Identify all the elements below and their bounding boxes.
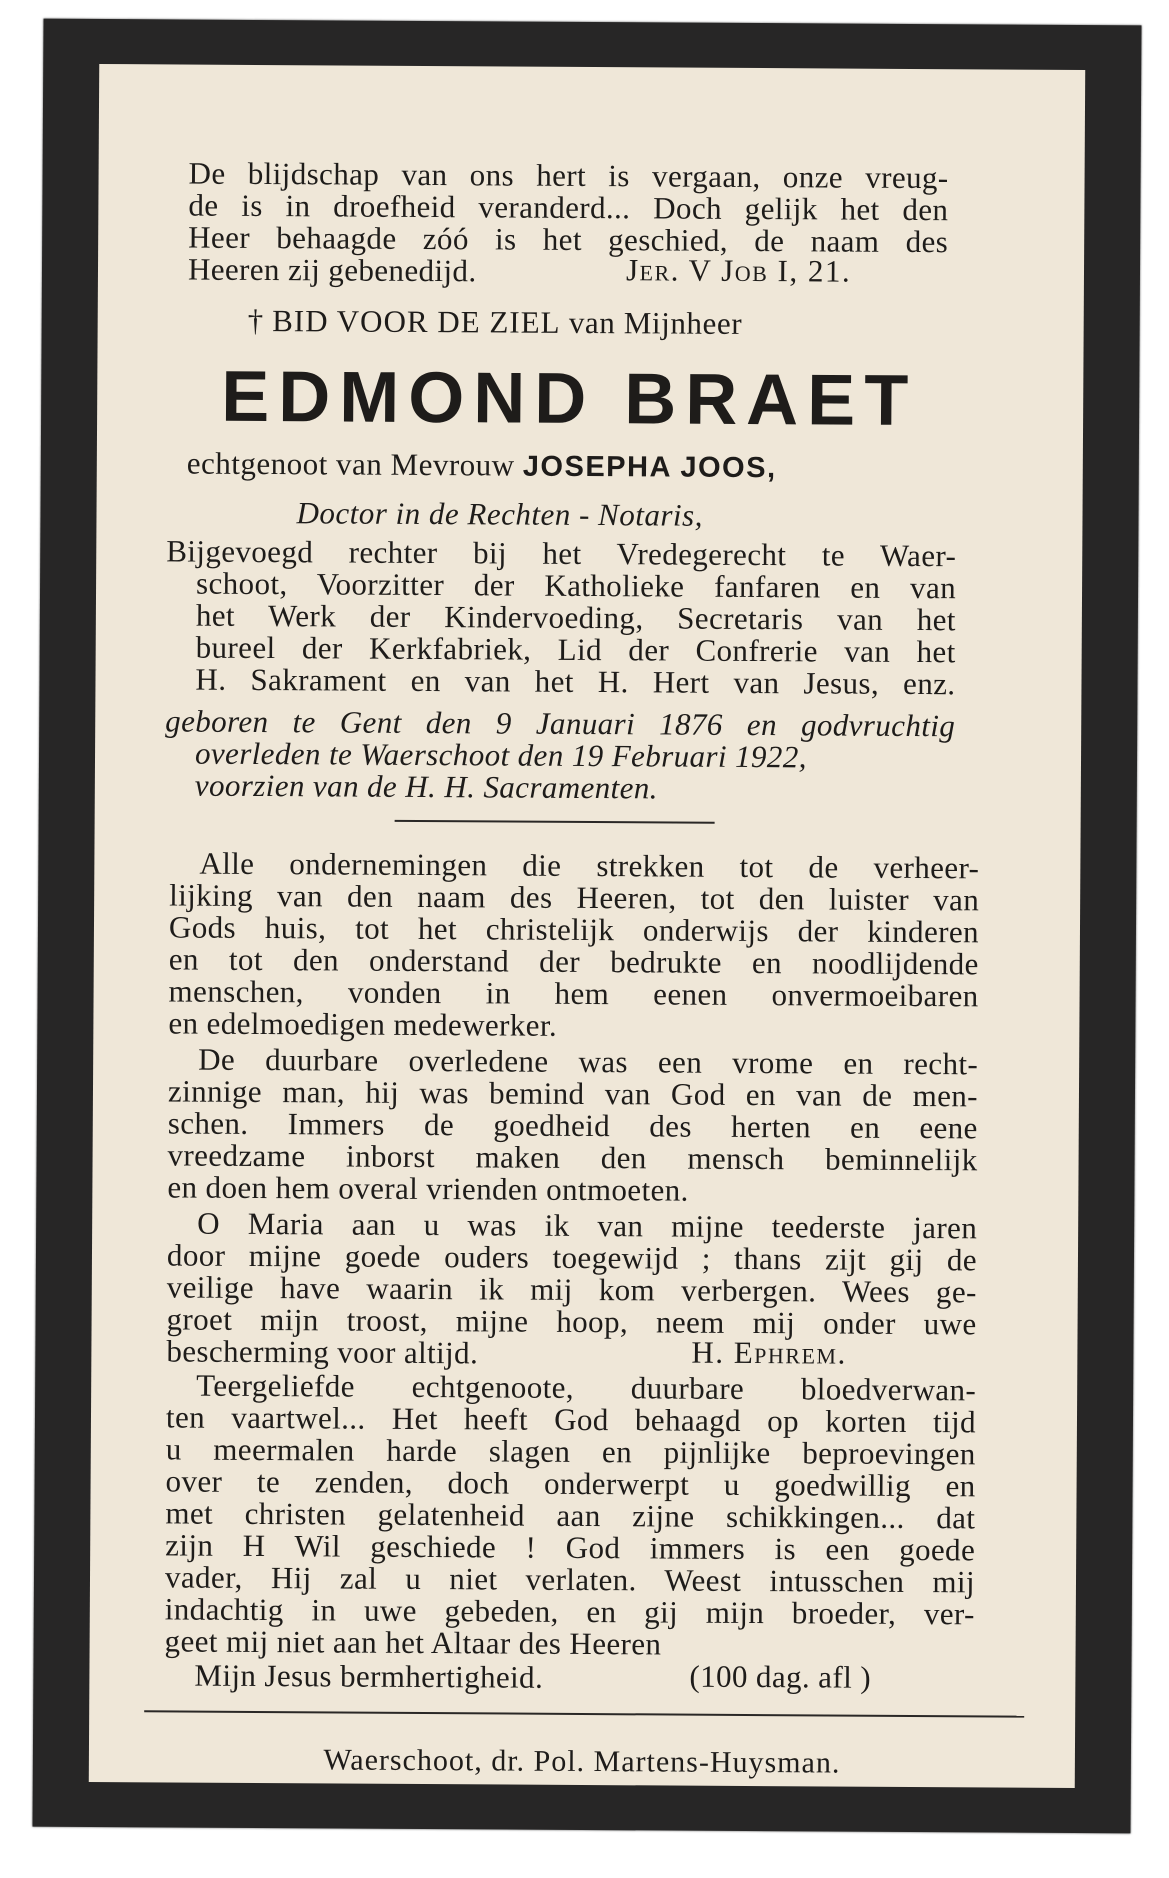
deceased-name: EDMOND BRAET — [220, 356, 918, 442]
functions-line: Bijgevoegd rechter bij het Vredegerecht te Waer- — [166, 533, 957, 574]
paragraph-line: De duurbare overledene was een vrome en recht- — [198, 1041, 979, 1082]
birth-death-line: geboren te Gent den 9 Januari 1876 en godvruchtig — [165, 703, 956, 744]
paragraph-line: Teergeliefde echtgenoote, duurbare bloedverwan- — [196, 1367, 977, 1408]
paragraph-3-citation: H. Ephrem. — [691, 1334, 847, 1371]
paragraph-line: vreedzame inborst maken den mensch beminnelijk — [167, 1137, 978, 1178]
paragraph-line: Alle ondernemingen die strekken tot de verheer- — [199, 845, 980, 886]
profession: Doctor in de Rechten - Notaris, — [296, 495, 704, 533]
paragraph-line: veilige have waarin ik mij kom verbergen. Wees ge- — [166, 1269, 977, 1310]
spouse-prefix: echtgenoot van Mevrouw — [186, 445, 515, 483]
paragraph-line: menschen, vonden in hem eenen onvermoeibaren — [168, 973, 979, 1014]
paragraph-line: indachtig in uwe gebeden, en gij mijn broeder, ver- — [164, 1591, 975, 1632]
paragraph-line: en edelmoedigen medewerker. — [168, 1005, 558, 1043]
indulgence-note: (100 dag. afl ) — [689, 1658, 872, 1695]
paragraph-line: schen. Immers de goedheid des herten en eene — [167, 1105, 978, 1146]
prayer-intro-caps: BID VOOR DE ZIEL — [272, 303, 561, 340]
paragraph-line: over te zenden, doch onderwerpt u goedwillig en — [165, 1463, 976, 1504]
paragraph-line: met christen gelatenheid aan zijne schikkingen... dat — [165, 1495, 976, 1536]
mourning-card-border — [32, 19, 1141, 1834]
quote-line: de is in droefheid veranderd... Doch gelijk het den — [188, 187, 949, 228]
prayer-intro-rest: van Mijnheer — [568, 304, 743, 341]
divider — [395, 820, 715, 824]
paragraph-line: groet mijn troost, mijne hoop, neem mij onder uwe — [166, 1301, 977, 1342]
functions-line: bureel der Kerkfabriek, Lid der Confrerie van het — [195, 629, 956, 670]
paragraph-line: Gods huis, tot het christelijk onderwijs der kinderen — [168, 909, 980, 950]
spouse-name: JOSEPHA JOOS, — [522, 450, 777, 485]
paragraph-line: zijn H Wil geschiede ! God immers is een goede — [165, 1527, 976, 1568]
paragraph-line: ten vaartwel... Het heeft God behaagd op korten tijd — [165, 1399, 977, 1440]
mourning-card — [89, 64, 1085, 1788]
paragraph-line: u meermalen harde slagen en pijnlijke beproevingen — [165, 1431, 976, 1472]
quote-citation: Jer. V Job I, 21. — [625, 252, 852, 289]
birth-death-line: overleden te Waerschoot den 19 Februari 1922, — [194, 735, 807, 775]
quote-line: Heeren zij gebenedijd. — [187, 251, 477, 289]
paragraph-line: zinnige man, hij was bemind van God en van de men- — [167, 1073, 979, 1114]
paragraph-line: en doen hem overal vrienden ontmoeten. — [167, 1169, 689, 1208]
spouse-line — [187, 446, 777, 486]
paragraph-line: bescherming voor altijd. — [166, 1333, 479, 1371]
functions-line: het Werk der Kindervoeding, Secretaris van het — [195, 597, 956, 638]
paragraph-line: en tot den onderstand der bedrukte en noodlijdende — [168, 941, 979, 982]
paragraph-line: O Maria aan u was ik van mijne teederste jaren — [197, 1205, 978, 1246]
paragraph-line: door mijne goede ouders toegewijd ; thans zijt gij de — [166, 1237, 978, 1278]
paragraph-line: geet mij niet aan het Altaar des Heeren — [164, 1623, 662, 1662]
functions-line: H. Sakrament en van het H. Hert van Jesus, enz. — [195, 661, 956, 702]
paragraph-line: vader, Hij zal u niet verlaten. Weest intusschen mij — [164, 1559, 976, 1600]
quote-line: De blijdschap van ons hert is vergaan, onze vreug- — [188, 155, 949, 196]
opening-quote — [99, 64, 1085, 289]
quote-line: Heer behaagde zóó is het geschied, de naam des — [188, 219, 949, 260]
cross-icon: † — [247, 302, 264, 339]
paragraph-line: lijking van den naam des Heeren, tot den luister van — [169, 877, 980, 918]
closing-prayer: Mijn Jesus bermhertigheid. — [194, 1657, 544, 1695]
footer-divider — [144, 1710, 1024, 1717]
prayer-intro — [248, 303, 743, 342]
birth-death-line: voorzien van de H. H. Sacramenten. — [194, 767, 658, 806]
printer-imprint: Waerschoot, dr. Pol. Martens-Huysman. — [323, 1743, 841, 1780]
functions-line: schoot, Voorzitter der Katholieke fanfaren en van — [195, 565, 957, 606]
